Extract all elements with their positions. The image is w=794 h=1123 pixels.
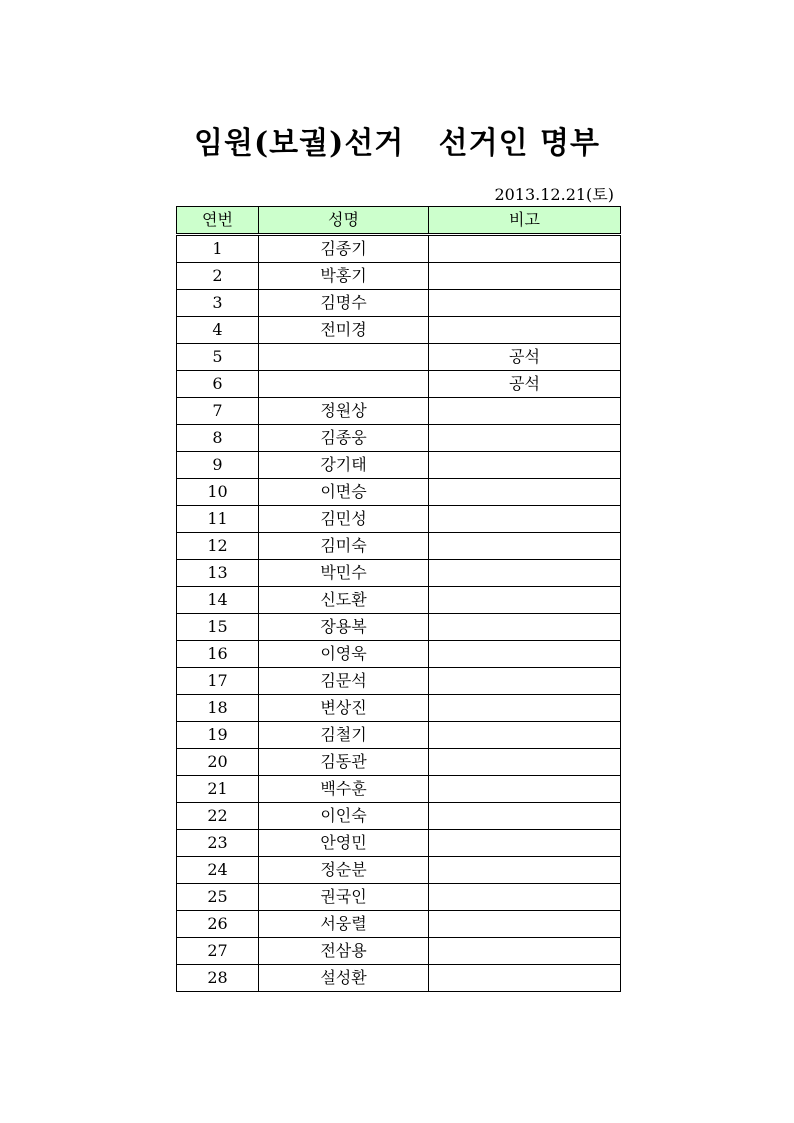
cell-note — [429, 587, 621, 614]
cell-name: 김종웅 — [259, 425, 429, 452]
cell-name: 안영민 — [259, 830, 429, 857]
cell-name — [259, 344, 429, 371]
table-header — [177, 207, 621, 235]
cell-name: 강기태 — [259, 452, 429, 479]
table-row — [177, 587, 621, 614]
cell-number: 18 — [177, 695, 259, 722]
table-row — [177, 479, 621, 506]
cell-name: 이인숙 — [259, 803, 429, 830]
table-row — [177, 533, 621, 560]
cell-number: 5 — [177, 344, 259, 371]
cell-name: 박홍기 — [259, 263, 429, 290]
cell-note — [429, 830, 621, 857]
cell-number: 11 — [177, 506, 259, 533]
cell-number: 6 — [177, 371, 259, 398]
cell-name: 김동관 — [259, 749, 429, 776]
table-row — [177, 425, 621, 452]
cell-name: 전삼용 — [259, 938, 429, 965]
cell-number: 25 — [177, 884, 259, 911]
cell-number: 4 — [177, 317, 259, 344]
table-row — [177, 317, 621, 344]
cell-name: 변상진 — [259, 695, 429, 722]
cell-number: 13 — [177, 560, 259, 587]
cell-name: 김문석 — [259, 668, 429, 695]
table-row — [177, 803, 621, 830]
table-row — [177, 911, 621, 938]
cell-note — [429, 695, 621, 722]
cell-number: 16 — [177, 641, 259, 668]
cell-name: 설성환 — [259, 965, 429, 992]
cell-number: 10 — [177, 479, 259, 506]
header-number: 연번 — [177, 207, 259, 235]
cell-name: 김명수 — [259, 290, 429, 317]
cell-note — [429, 479, 621, 506]
cell-note — [429, 803, 621, 830]
table-row — [177, 965, 621, 992]
table-row — [177, 695, 621, 722]
cell-name: 이영욱 — [259, 641, 429, 668]
cell-note — [429, 235, 621, 263]
cell-name: 신도환 — [259, 587, 429, 614]
header-name: 성명 — [259, 207, 429, 235]
table-row — [177, 749, 621, 776]
cell-number: 23 — [177, 830, 259, 857]
table-row — [177, 776, 621, 803]
cell-name: 정순분 — [259, 857, 429, 884]
cell-note — [429, 560, 621, 587]
cell-number: 27 — [177, 938, 259, 965]
cell-name: 김미숙 — [259, 533, 429, 560]
cell-note — [429, 263, 621, 290]
table-body — [177, 235, 621, 992]
cell-note — [429, 398, 621, 425]
cell-name: 박민수 — [259, 560, 429, 587]
cell-note: 공석 — [429, 344, 621, 371]
table-row — [177, 398, 621, 425]
cell-note — [429, 506, 621, 533]
table-row — [177, 452, 621, 479]
cell-name: 서웅렬 — [259, 911, 429, 938]
cell-name — [259, 371, 429, 398]
header-row — [177, 207, 621, 235]
cell-note — [429, 614, 621, 641]
cell-note — [429, 749, 621, 776]
cell-note — [429, 965, 621, 992]
cell-number: 12 — [177, 533, 259, 560]
cell-number: 20 — [177, 749, 259, 776]
voter-roster-table — [176, 206, 621, 992]
cell-note — [429, 722, 621, 749]
table-row — [177, 830, 621, 857]
cell-note — [429, 938, 621, 965]
table-row — [177, 884, 621, 911]
cell-number: 28 — [177, 965, 259, 992]
table-row — [177, 263, 621, 290]
cell-number: 9 — [177, 452, 259, 479]
table-row — [177, 344, 621, 371]
table-row — [177, 614, 621, 641]
cell-number: 21 — [177, 776, 259, 803]
cell-note — [429, 668, 621, 695]
cell-name: 정원상 — [259, 398, 429, 425]
table-row — [177, 857, 621, 884]
cell-note — [429, 857, 621, 884]
cell-note — [429, 884, 621, 911]
table-row — [177, 641, 621, 668]
cell-number: 26 — [177, 911, 259, 938]
cell-number: 7 — [177, 398, 259, 425]
cell-name: 김철기 — [259, 722, 429, 749]
cell-number: 1 — [177, 235, 259, 263]
cell-name: 이면승 — [259, 479, 429, 506]
cell-note: 공석 — [429, 371, 621, 398]
cell-note — [429, 641, 621, 668]
table-row — [177, 560, 621, 587]
cell-number: 8 — [177, 425, 259, 452]
cell-number: 3 — [177, 290, 259, 317]
cell-note — [429, 317, 621, 344]
header-note: 비고 — [429, 207, 621, 235]
cell-note — [429, 425, 621, 452]
cell-number: 15 — [177, 614, 259, 641]
cell-name: 전미경 — [259, 317, 429, 344]
cell-note — [429, 776, 621, 803]
cell-number: 17 — [177, 668, 259, 695]
table-row — [177, 938, 621, 965]
cell-note — [429, 533, 621, 560]
cell-number: 22 — [177, 803, 259, 830]
cell-number: 2 — [177, 263, 259, 290]
cell-name: 김민성 — [259, 506, 429, 533]
cell-note — [429, 452, 621, 479]
table-row — [177, 235, 621, 263]
table-row — [177, 290, 621, 317]
cell-name: 장용복 — [259, 614, 429, 641]
table-row — [177, 506, 621, 533]
page-title: 임원(보궐)선거 선거인 명부 — [194, 126, 600, 161]
cell-name: 권국인 — [259, 884, 429, 911]
document-date: 2013.12.21(토) — [494, 185, 614, 204]
cell-number: 19 — [177, 722, 259, 749]
table-row — [177, 371, 621, 398]
cell-number: 14 — [177, 587, 259, 614]
table-row — [177, 722, 621, 749]
cell-note — [429, 290, 621, 317]
cell-name: 김종기 — [259, 235, 429, 263]
cell-name: 백수훈 — [259, 776, 429, 803]
table-row — [177, 668, 621, 695]
cell-note — [429, 911, 621, 938]
cell-number: 24 — [177, 857, 259, 884]
